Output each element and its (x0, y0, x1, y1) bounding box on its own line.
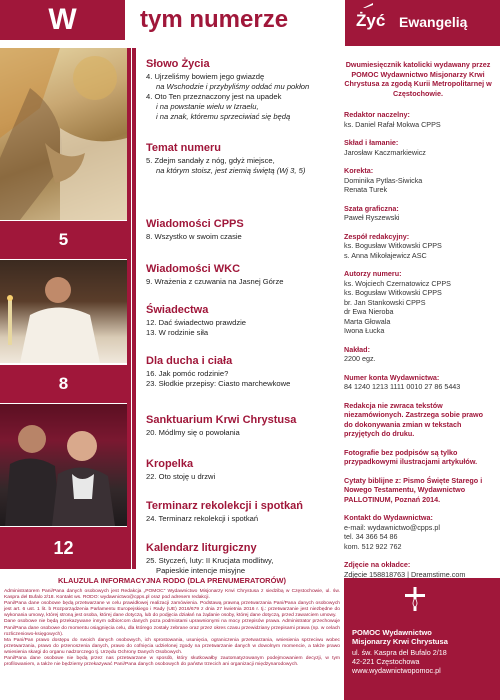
painting-icon (0, 48, 127, 220)
editorial-block (344, 138, 492, 157)
brand-logo (345, 0, 500, 46)
toc-item: 22. Oto stoję u drzwi (146, 472, 216, 481)
publisher-city: 42-221 Częstochowa (352, 657, 420, 666)
toc-item: 13. W rodzinie siła (146, 328, 209, 337)
toc-section-title: Świadectwa (146, 304, 209, 316)
brand-accent-icon (363, 3, 373, 8)
photo-credit: Zdjęcie 158818763 | Dreamstime.com (344, 569, 466, 579)
editorial-value: ks. Wojciech Czernatowicz CPPS (344, 278, 451, 288)
toc-section[interactable] (146, 414, 296, 438)
page-number-5: 5 (0, 221, 127, 259)
toc-section[interactable] (146, 304, 246, 338)
publisher-name (352, 628, 448, 646)
toc-item: 5. Zdejm sandały z nóg, gdyż miejsce, (146, 156, 275, 165)
editorial-value: Paweł Ryszewski (344, 213, 400, 222)
toc-item: 12. Dać świadectwo prawdzie (146, 318, 247, 327)
editorial-value: Renata Turek (344, 185, 388, 194)
contact-email-link[interactable]: e-mail: wydawnictwo@cpps.pl (344, 522, 440, 532)
toc-item: na którym stoisz, jest ziemią świętą (Wj 3, 5) (156, 166, 306, 175)
rodo-paragraph: Dane osobowe nie będą przekazywane innym odbiorcom danych poza podmiotami uprawnionymi na mocy przepisów prawa. Administrator przechowuje Pani/Pana dane osobowe do momentu osiągnięcia celu, dla którego zostały zebrane oraz przez okres czasu przewidziany przepisami prawa (np. w celach rozliczeniowo-księgowych). (4, 619, 340, 637)
contact-block (344, 513, 492, 551)
editorial-value: br. Jan Stankowski CPPS (344, 297, 426, 307)
header-letter-box (0, 0, 125, 40)
editorial-label: Skład i łamanie: (344, 138, 399, 147)
contact-phone: tel. 34 366 54 86 (344, 532, 398, 541)
illustration-icon-painting (0, 48, 127, 220)
women-photo-icon (0, 404, 127, 526)
photo-credit-block (344, 560, 492, 579)
editorial-value: 2200 egz. (344, 354, 376, 363)
publisher-name-line: POMOC Wydawnictwo (352, 628, 432, 637)
rodo-paragraph: Pani/Pana dane osobowe będą przetwarzane w celu prawidłowej realizacji zamówienia. Podstawą prawną przetwarzania Pani/Pana danych osobowych jest art. 6 ust. 1 lit. b Rozporządzenia Parlamentu Europejskiego i Rady (UE) 2016/679 z dnia 27 kwietnia 2016 r. tj.: przetwarzanie jest niezbędne do wykonania umowy, której stroną jest osoba, której dane dotyczą, lub do podjęcia działań na żądanie osoby, której dane dotyczą, przed zawarciem umowy. (4, 601, 340, 619)
editorial-label: Szata graficzna: (344, 203, 399, 213)
editorial-value: Iwona Łucka (344, 326, 385, 335)
editorial-note: Cytaty biblijne z: Pismo Święte Starego i Nowego Testamentu, Wydawnictwo PALLOTINUM, Poznań 2014. (344, 475, 483, 504)
editorial-note: Redakcja nie zwraca tekstów niezamówionych. Zastrzega sobie prawo do dokonywania zmian w tekstach przyjętych do druku. (344, 400, 483, 438)
editorial-value: dr Ewa Nieroba (344, 307, 394, 316)
editorial-note: Fotografie bez podpisów są tylko przypadkowymi ilustracjami artykułów. (344, 447, 478, 466)
divider-vertical (127, 48, 136, 569)
brand-zyc: Żyć (356, 11, 386, 30)
brand-ewangelia: Ewangelią (399, 14, 468, 30)
editorial-label: Redaktor naczelny: (344, 110, 410, 119)
editorial-label: Korekta: (344, 166, 374, 175)
editorial-label: Nakład: (344, 344, 370, 354)
toc-item: 8. Wszystko w swoim czasie (146, 232, 242, 241)
editorial-value: Jarosław Kaczmarkiewicz (344, 147, 426, 157)
editorial-label: Kontakt do Wydawnictwa: (344, 513, 433, 522)
toc-item: 16. Jak pomóc rodzinie? (146, 369, 229, 378)
toc-section[interactable] (146, 142, 305, 176)
toc-section-title: Słowo Życia (146, 58, 210, 70)
editorial-value: Dominika Pytlas-Siwicka (344, 175, 423, 185)
editorial-block (344, 110, 492, 129)
priest-photo-icon (0, 260, 127, 363)
toc-item: 23. Słodkie przepisy: Ciasto marchewkowe (146, 379, 291, 388)
publisher-street: ul. św. Kaspra del Bufalo 2/18 (352, 648, 447, 657)
toc-section-title: Dla ducha i ciała (146, 355, 233, 367)
toc-section[interactable] (146, 263, 283, 287)
header-letter: W (48, 3, 77, 36)
editorial-label: Zdjęcie na okładce: (344, 560, 411, 569)
toc-section-title: Wiadomości CPPS (146, 218, 244, 230)
editorial-block (344, 204, 492, 223)
editorial-label: Numer konta Wydawnictwa: (344, 372, 440, 382)
toc-item: 9. Wrażenia z czuwania na Jasnej Górze (146, 277, 284, 286)
toc-section-title: Sanktuarium Krwi Chrystusa (146, 414, 297, 426)
editorial-label: Zespół redakcyjny: (344, 231, 410, 241)
publisher-name-line: Misjonarzy Krwi Chrystusa (352, 637, 448, 646)
toc-section-title: Terminarz rekolekcji i spotkań (146, 500, 303, 512)
header-title: tym numerze (140, 6, 289, 33)
cross-drop-icon (402, 586, 428, 612)
editorial-label: Autorzy numeru: (344, 269, 402, 278)
photo-priest (0, 260, 127, 363)
editorial-info (344, 60, 492, 588)
contact-mobile: kom. 512 922 762 (344, 541, 402, 551)
bank-account: 84 1240 1213 1111 0010 27 86 5443 (344, 382, 461, 391)
rodo-title: KLAUZULA INFORMACYJNA RODO (DLA PRENUMERATORÓW) (57, 576, 287, 585)
toc-section[interactable] (146, 218, 244, 242)
editorial-value: ks. Bogusław Witkowski CPPS (344, 241, 442, 250)
toc-section-title: Kropelka (146, 458, 194, 470)
editorial-block (344, 269, 492, 336)
editorial-block (344, 345, 492, 364)
editorial-value: s. Anna Mikołajewicz ASC (344, 250, 427, 260)
rodo-text (4, 589, 340, 668)
editorial-value: ks. Daniel Rafał Mokwa CPPS (344, 119, 441, 129)
publisher-website-link[interactable]: www.wydawnictwopomoc.pl (352, 666, 441, 675)
editorial-block (344, 232, 492, 261)
editorial-value: Marta Głowala (344, 316, 391, 326)
editorial-value: ks. Bogusław Witkowski CPPS (344, 288, 442, 297)
toc-section-title: Wiadomości WKC (146, 263, 241, 275)
toc-item: 20. Módlmy się o powołania (146, 428, 240, 437)
toc-item: 24. Terminarz rekolekcji i spotkań (146, 514, 259, 523)
toc-item: 4. Ujrzeliśmy bowiem jego gwiazdę (146, 72, 265, 81)
rodo-paragraph: Administratorem Pani/Pana danych osobowych jest Redakcja „POMOC” Wydawnictwo Misjonarzy Krwi Chrystusa z siedzibą w Częstochowie, ul. św. Kaspra del Bufalo 2/18. Kontakt ws. RODO: wydawnictwo@cpps.pl oraz pod adresem redakcji. (4, 589, 340, 601)
rodo-paragraph: Pani/Pana dane osobowe nie będą przez nas przetwarzane w sposób, który skutkowałby zautomatyzowanym podejmowaniem decyzji, w tym profilowaniem, a także nie będziemy przekazywać Pani/Pana danych osobowych do państw trzecich ani organizacji międzynarodowych. (4, 656, 340, 668)
toc-section-title: Temat numeru (146, 142, 221, 154)
toc-item: Papieskie intencje misyjne (156, 566, 246, 575)
toc-section[interactable] (146, 355, 290, 389)
publisher-box (344, 578, 500, 700)
editorial-block (344, 373, 492, 392)
photo-women (0, 404, 127, 526)
editorial-intro: Dwumiesięcznik katolicki wydawany przez POMOC Wydawnictwo Misjonarzy Krwi Chrystusa za zgodą Kurii Metropolitarnej w Częstochowie. (344, 60, 492, 98)
rodo-paragraph: Ma Pani/Pan prawo dostępu do swoich danych osobowych, ich sprostowania, usunięcia, ograniczenia przetwarzania, wniesienia sprzeciwu wobec przetwarzania, prawo do przenoszenia danych, prawo do cofnięcia udzielonej zgody na przetwarzanie danych w dowolnym momencie, a także prawo wniesienia skargi do organu nadzorczego tj. Urzędu Ochrony Danych Osobowych. (4, 637, 340, 655)
toc-section[interactable] (146, 500, 303, 524)
toc-item: na Wschodzie i przybyliśmy oddać mu pokłon (156, 82, 310, 91)
toc-item: 4. Oto Ten przeznaczony jest na upadek (146, 92, 282, 101)
toc-section-title: Kalendarz liturgiczny (146, 542, 257, 554)
toc-item: i na powstanie wielu w Izraelu, (156, 102, 259, 111)
toc-item: 25. Styczeń, luty: II Krucjata modlitwy, (146, 556, 274, 565)
toc-section[interactable] (146, 58, 309, 122)
toc-section[interactable] (146, 542, 273, 576)
page-number-8: 8 (0, 365, 127, 403)
toc-item: i na znak, któremu sprzeciwiać się będą (156, 112, 291, 121)
editorial-block (344, 166, 492, 195)
toc-section[interactable] (146, 458, 215, 482)
page-number-12: 12 (0, 527, 127, 569)
publisher-address (352, 648, 447, 675)
